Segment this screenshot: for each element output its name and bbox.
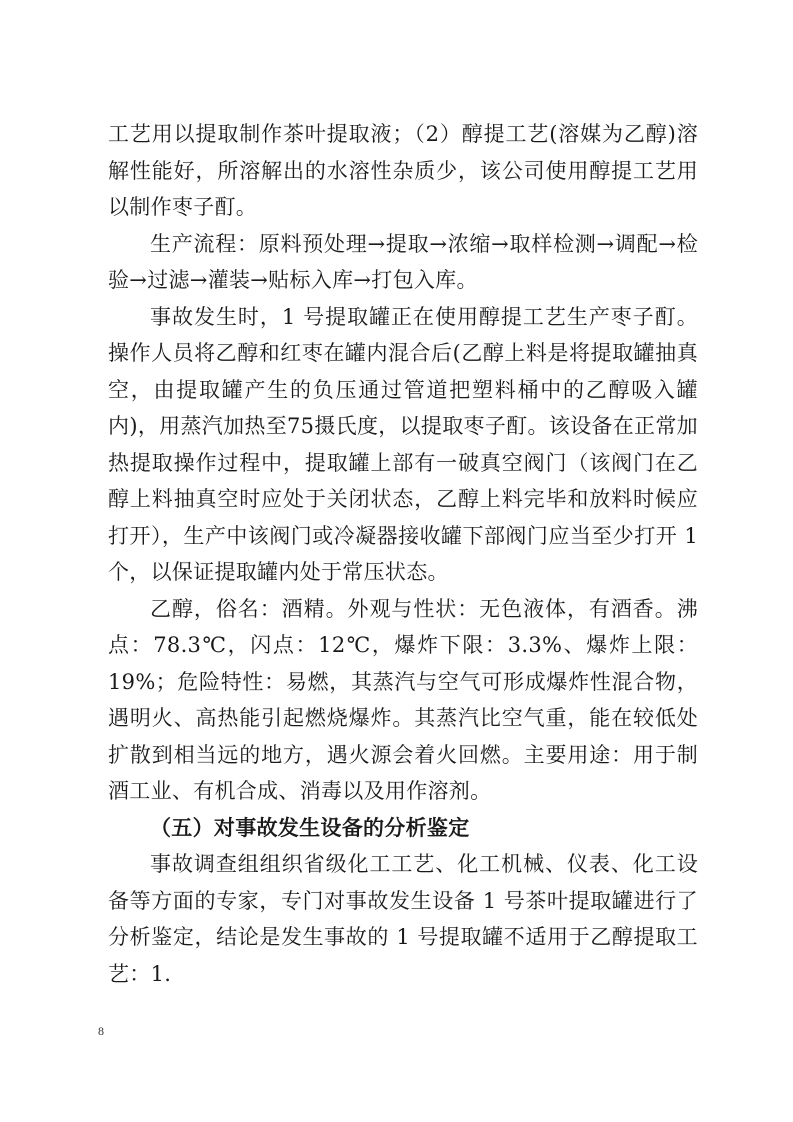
page-content <box>108 116 698 992</box>
paragraph-ethanol-properties: 乙醇，俗名：酒精。外观与性状：无色液体，有酒香。沸点：78.3℃，闪点：12℃，爆炸下限：3.3%、爆炸上限：19%；危险特性：易燃，其蒸汽与空气可形成爆炸性混合物，遇明火、高热能引起燃烧爆炸。其蒸汽比空气重，能在较低处扩散到相当远的地方，遇火源会着火回燃。主要用途：用于制酒工业、有机合成、消毒以及用作溶剂。 <box>108 596 698 803</box>
paragraph-accident-process: 事故发生时，1 号提取罐正在使用醇提工艺生产枣子酊。操作人员将乙醇和红枣在罐内混合后(乙醇上料是将提取罐抽真空，由提取罐产生的负压通过管道把塑料桶中的乙醇吸入罐内)，用蒸汽加热至75摄氏度，以提取枣子酊。该设备在正常加热提取操作过程中，提取罐上部有一破真空阀门（该阀门在乙醇上料抽真空时应处于关闭状态，乙醇上料完毕和放料时候应打开），生产中该阀门或冷凝器接收罐下部阀门应当至少打开 1 个，以保证提取罐内处于常压状态。 <box>108 304 698 584</box>
section-heading: （五）对事故发生设备的分析鉴定 <box>150 814 470 840</box>
paragraph-production-flow: 生产流程：原料预处理→提取→浓缩→取样检测→调配→检验→过滤→灌装→贴标入库→打包入库。 <box>108 231 698 292</box>
paragraph-equipment-analysis: 事故调查组组织省级化工工艺、化工机械、仪表、化工设备等方面的专家，专门对事故发生设备 1 号茶叶提取罐进行了分析鉴定，结论是发生事故的 1 号提取罐不适用于乙醇提取工艺：1. <box>108 852 698 986</box>
page-number: 8 <box>98 1024 104 1038</box>
paragraph-extraction-process: 工艺用以提取制作茶叶提取液；（2）醇提工艺(溶媒为乙醇)溶解性能好，所溶解出的水溶性杂质少，该公司使用醇提工艺用以制作枣子酊。 <box>108 122 698 219</box>
